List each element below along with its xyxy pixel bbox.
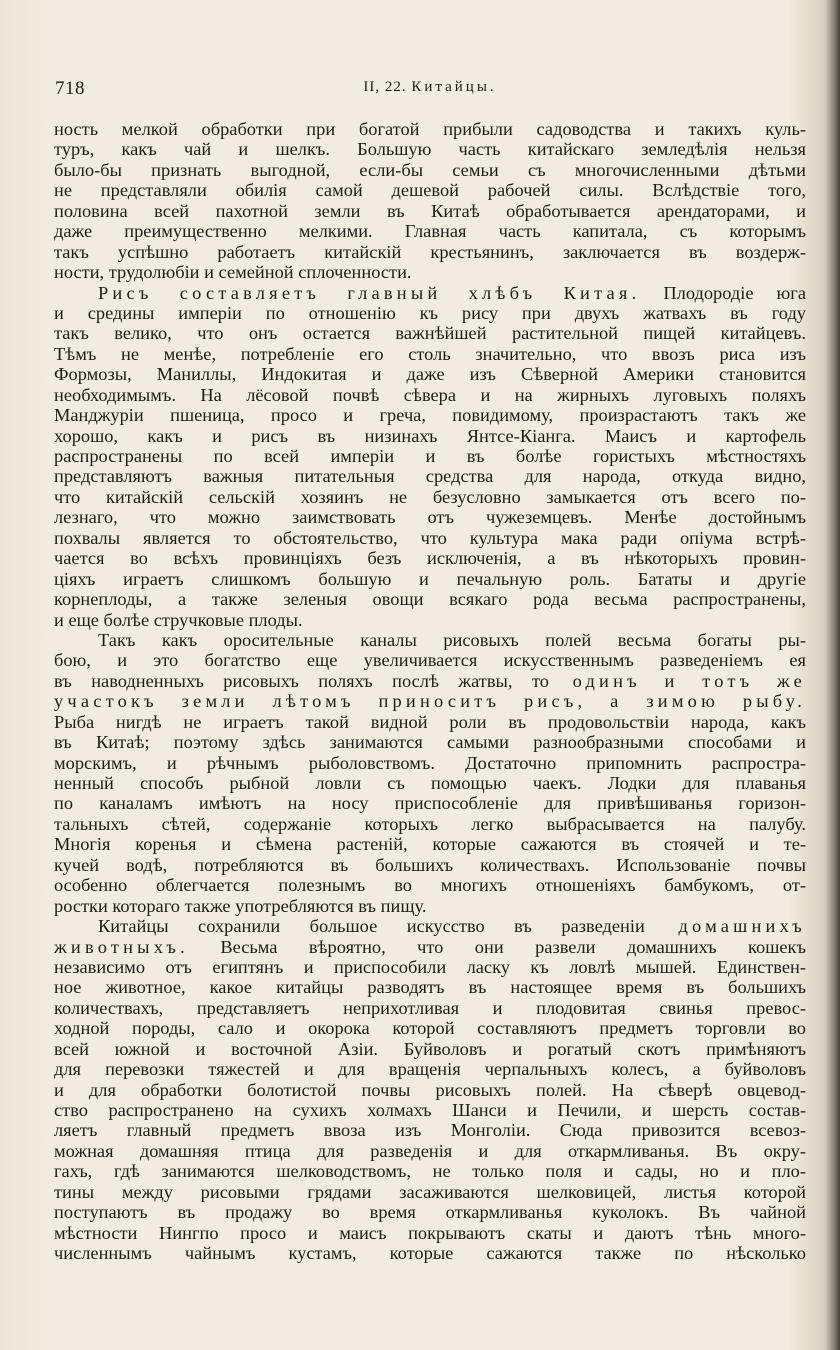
text-run: ность мелкой обработки при богатой прибыли садоводства и такихъ куль- (54, 119, 806, 139)
text-line (54, 323, 806, 343)
text-run: можная домашняя птица для разведенія и для откармливанья. Въ окру- (54, 1140, 806, 1161)
text-run: всей южной и восточной Азіи. Буйволовъ и рогатый скотъ примѣняютъ (54, 1038, 806, 1059)
text-run: для перевозки тяжестей и для вращенія черпальныхъ колесъ, а буйволовъ (54, 1059, 806, 1080)
text-line (54, 1141, 806, 1161)
text-line (54, 916, 806, 936)
text-line (54, 487, 806, 507)
text-line (54, 344, 806, 364)
text-run: корнеплоды, а также зеленыя овощи всякаго рода весьма распространены, (54, 589, 806, 610)
text-line (54, 119, 806, 139)
text-run: гахъ, гдѣ занимаются шелководствомъ, не только поля и сады, но и пло- (54, 1161, 806, 1182)
text-run: бою, и это богатство еще увеличивается искусственнымъ разведеніемъ ея (54, 650, 806, 671)
text-run: тины между рисовыми грядами засаживаются шелковицей, листья которой (54, 1181, 806, 1202)
text-run: чается во всѣхъ провинціяхъ безъ исключенія, а въ нѣкоторыхъ провин- (54, 548, 806, 569)
spaced-emphasis: одинъ и тотъ же (548, 670, 806, 691)
text-run: количествахъ, представляетъ неприхотливая и плодовитая свинья превос- (54, 997, 806, 1018)
text-line (54, 773, 806, 793)
text-run: морскимъ, и рѣчнымъ рыболовствомъ. Достаточно припомнить распростра- (54, 752, 806, 773)
text-line (54, 364, 806, 384)
text-line (54, 875, 806, 895)
text-run: особенно облегчается полезнымъ во многихъ отношеніяхъ бамбукомъ, от- (54, 875, 806, 896)
text-line (54, 691, 806, 711)
text-line (54, 242, 806, 262)
text-line (54, 937, 806, 957)
text-run: Весьма вѣроятно, что они развели домашнихъ кошекъ (188, 936, 806, 957)
text-run: распространены по всей имперіи и въ болѣе гористыхъ мѣстностяхъ (54, 446, 806, 466)
text-run: ляетъ главный предметъ ввоза изъ Монголіи. Сюда привозится всевоз- (54, 1120, 806, 1141)
text-line (54, 1039, 806, 1059)
text-line (54, 426, 806, 446)
spaced-emphasis: участокъ земли лѣтомъ приноситъ рисъ, а зимою рыбу. (54, 691, 806, 712)
text-run: Плодородіе юга (640, 282, 806, 303)
text-line (54, 548, 806, 568)
text-run: даже преимущественно мелкими. Главная часть капитала, съ которымъ (54, 221, 806, 242)
text-line (54, 957, 806, 977)
text-run: такъ успѣшно работаетъ китайскій крестьянинъ, заключается въ воздерж- (54, 241, 806, 262)
text-run: половина всей пахотной земли въ Китаѣ обработывается арендаторами, и (54, 200, 806, 221)
text-line (54, 262, 806, 282)
text-line (54, 589, 806, 609)
text-line (54, 303, 806, 323)
text-run: ціяхъ играетъ слишкомъ большую и печальную роль. Бататы и другіе (54, 568, 806, 589)
text-run: по каналамъ имѣютъ на носу приспособленіе для привѣшиванья горизон- (54, 793, 806, 814)
text-run: ности, трудолюбіи и семейной сплоченности. (54, 262, 412, 283)
text-line (54, 1202, 806, 1222)
text-line (54, 507, 806, 527)
text-run: кучей водѣ, потребляются въ большихъ количествахъ. Использованіе почвы (54, 854, 806, 875)
text-line (54, 1182, 806, 1202)
text-line (54, 814, 806, 834)
text-line (54, 1161, 806, 1181)
text-line (54, 569, 806, 589)
text-run: Многія коренья и сѣмена растеній, которые сажаются въ стоячей и те- (54, 834, 806, 855)
text-run: Китайцы сохранили большое искусство въ разведеніи (98, 916, 645, 937)
text-run: такъ велико, что онъ остается важнѣйшей растительной пищей китайцевъ. (54, 323, 806, 344)
text-run: ное животное, какое китайцы разводятъ въ настоящее время въ большихъ (54, 977, 806, 998)
text-line (54, 1080, 806, 1100)
text-line (54, 160, 806, 180)
text-line (54, 528, 806, 548)
text-run: и средины имперіи по отношенію къ рису при двухъ жатвахъ въ году (54, 302, 806, 323)
text-run: ненный способъ рыбной ловли съ помощью чаекъ. Лодки для плаванья (54, 773, 806, 793)
text-line (54, 998, 806, 1018)
text-run: было-бы признать выгодной, если-бы семьи съ многочисленными дѣтьми (54, 159, 806, 180)
text-line (54, 793, 806, 813)
text-run: ростки котораго также употребляются въ пищу. (54, 895, 427, 916)
text-run: Тѣмъ не менѣе, потребленіе его столь значительно, что ввозъ риса изъ (54, 343, 806, 364)
text-run: туръ, какъ чай и шелкъ. Большую часть китайскаго земледѣлія нельзя (54, 139, 806, 160)
text-run: Формозы, Маниллы, Индокитая и даже изъ Сѣверной Америки становится (54, 364, 806, 385)
text-line (54, 283, 806, 303)
text-line (54, 671, 806, 691)
text-run: въ Китаѣ; поэтому здѣсь занимаются самыми разнообразными способами и (54, 732, 806, 753)
text-run: численнымъ чайнымъ кустамъ, которые сажаются также по нѣсколько (54, 1243, 806, 1264)
running-head-title: Китайцы. (411, 79, 497, 95)
text-run: представляютъ важныя питательныя средства для народа, откуда видно, (54, 466, 806, 487)
body-text (54, 119, 806, 1264)
text-line (54, 753, 806, 773)
text-line (54, 712, 806, 732)
text-run: Рыба нигдѣ не играетъ такой видной роли въ продовольствіи народа, какъ (54, 711, 806, 732)
running-head-section: II, 22. (363, 79, 407, 95)
text-line (54, 855, 806, 875)
text-run: поступаютъ въ продажу во время откармливанья куколокъ. Въ чайной (54, 1202, 806, 1223)
text-run: хорошо, какъ и рисъ въ низинахъ Янтсе-Кіанга. Маисъ и картофель (54, 425, 806, 446)
text-line (54, 610, 806, 630)
text-line (54, 1243, 806, 1263)
spaced-emphasis: Рисъ составляетъ главный хлѣбъ Китая. (98, 282, 641, 303)
text-line (54, 466, 806, 486)
spaced-emphasis: животныхъ. (54, 936, 189, 957)
text-run: ходной породы, сало и окорока которой составляютъ предметъ торговли во (54, 1018, 806, 1039)
text-line (54, 1100, 806, 1120)
text-line (54, 1223, 806, 1243)
text-line (54, 221, 806, 241)
text-run: въ наводненныхъ рисовыхъ поляхъ послѣ жатвы, то (54, 670, 549, 691)
page-edge-shadow (826, 0, 840, 1350)
text-line (54, 732, 806, 752)
page-number: 718 (55, 78, 85, 99)
text-run: независимо отъ египтянъ и приспособили ласку къ ловлѣ мышей. Единствен- (54, 956, 806, 977)
text-run: тальныхъ сѣтей, содержаніе которыхъ легко выбрасывается на палубу. (54, 813, 806, 834)
text-line (54, 630, 806, 650)
text-run: мѣстности Нингпо просо и маисъ покрываютъ скаты и даютъ тѣнь много- (54, 1222, 806, 1243)
text-line (54, 385, 806, 405)
text-line (54, 896, 806, 916)
text-line (54, 1059, 806, 1079)
text-line (54, 180, 806, 200)
text-run: и еще болѣе стручковые плоды. (54, 609, 303, 630)
text-run: Такъ какъ оросительные каналы рисовыхъ полей весьма богаты ры- (98, 629, 806, 650)
text-line (54, 201, 806, 221)
text-line (54, 1120, 806, 1140)
text-run: лезнаго, что можно заимствовать отъ чужеземцевъ. Менѣе достойнымъ (54, 507, 806, 528)
page-header (55, 78, 805, 108)
text-line (54, 650, 806, 670)
text-line (54, 977, 806, 997)
running-head (55, 79, 805, 96)
text-run: похвалы является то обстоятельство, что культура мака ради опіума встрѣ- (54, 527, 806, 548)
text-line (54, 1018, 806, 1038)
text-run: ство распространено на сухихъ холмахъ Шанси и Печили, и шерсть состав- (54, 1100, 806, 1120)
text-run: Манджуріи пшеница, просо и греча, повидимому, произрастаютъ такъ же (54, 405, 806, 426)
text-run: что китайскій сельскій хозяинъ не безусловно замыкается отъ всего по- (54, 486, 806, 507)
text-run: и для обработки болотистой почвы рисовыхъ полей. На сѣверѣ овцевод- (54, 1079, 806, 1100)
text-run: необходимымъ. На лёсовой почвѣ сѣвера и на жирныхъ луговыхъ поляхъ (54, 384, 806, 405)
text-line (54, 405, 806, 425)
text-line (54, 834, 806, 854)
text-line (54, 139, 806, 159)
text-run: не представляли обилія самой дешевой рабочей силы. Вслѣдствіе того, (54, 180, 806, 201)
spaced-emphasis: домашнихъ (644, 916, 806, 937)
text-line (54, 446, 806, 466)
